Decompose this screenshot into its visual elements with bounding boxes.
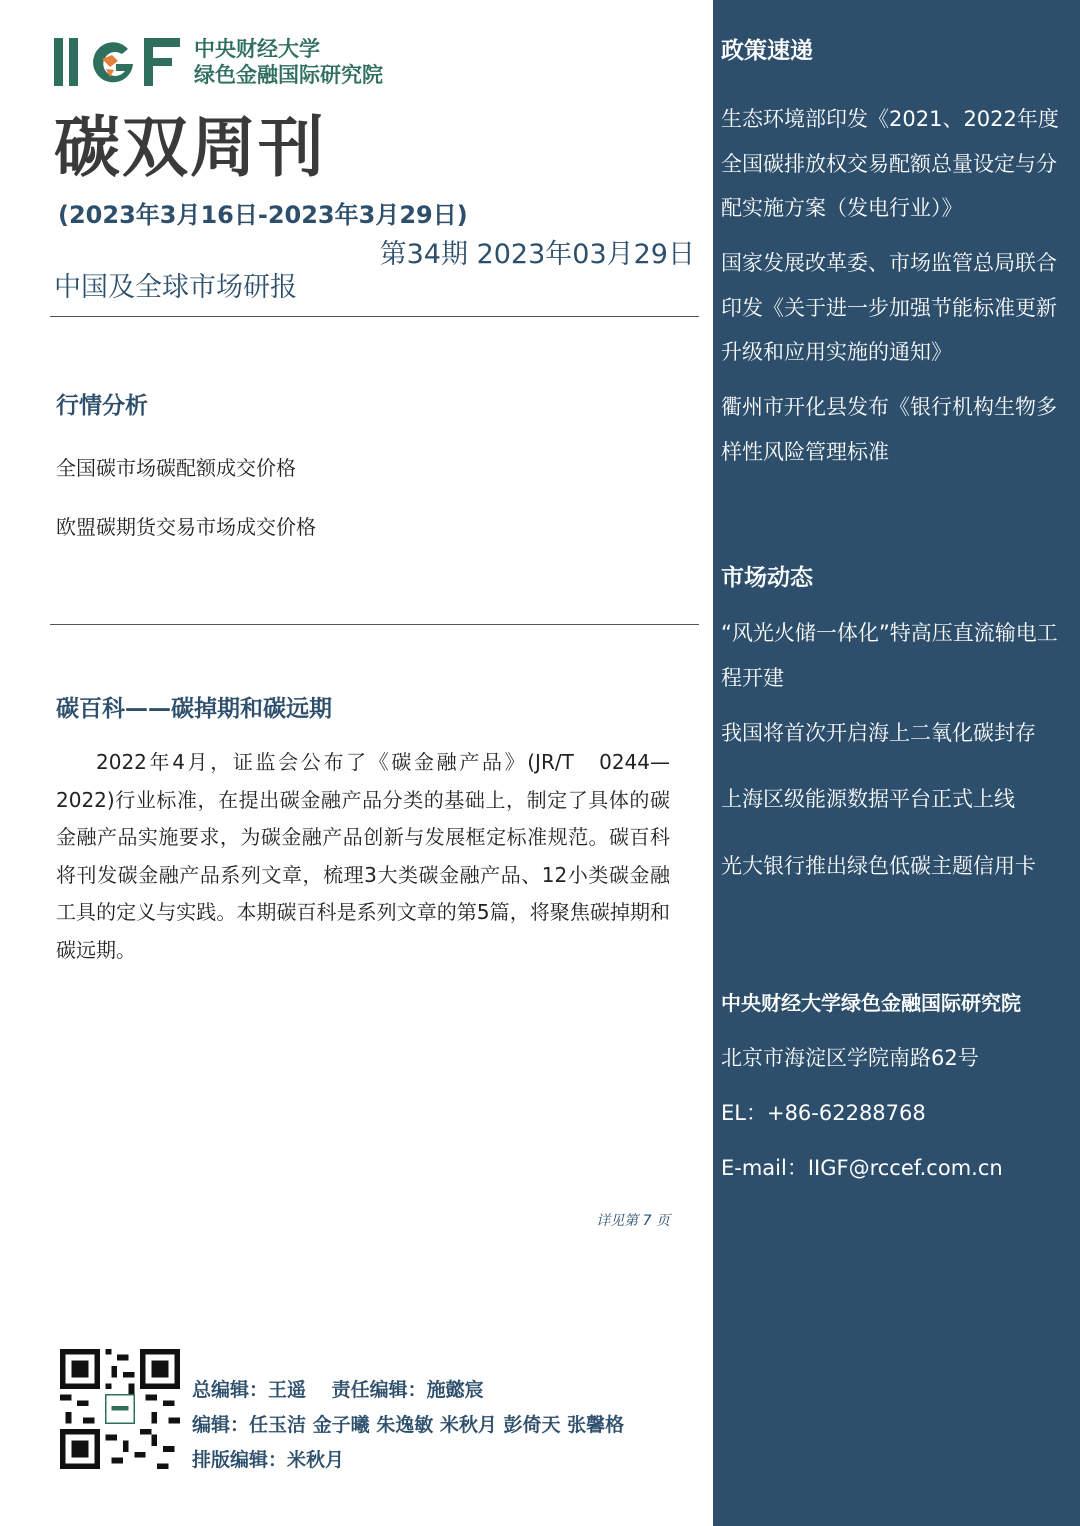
- page-title: 碳双周刊: [54, 109, 326, 186]
- logo-letter-f: [144, 38, 180, 86]
- credits-line: 总编辑：王遥 责任编辑：施懿宸: [192, 1379, 484, 1401]
- divider: [50, 316, 699, 317]
- contact-org-name: 中央财经大学绿色金融国际研究院: [721, 991, 1021, 1015]
- logo-letter-i: [54, 38, 63, 86]
- see-page-link[interactable]: 详见第 7 页: [596, 1213, 670, 1229]
- issue-number-date: 第34期 2023年03月29日: [379, 239, 695, 270]
- qr-code-icon: [60, 1349, 180, 1469]
- logo-letter-i: [69, 38, 78, 86]
- encyclopedia-heading: 碳百科——碳掉期和碳远期: [56, 696, 332, 722]
- market-analysis-item[interactable]: 欧盟碳期货交易市场成交价格: [56, 515, 316, 539]
- logo-globe-g-icon: [88, 37, 138, 87]
- market-news-item[interactable]: “风光火储一体化”特高压直流输电工程开建: [721, 621, 1058, 690]
- divider: [50, 624, 699, 625]
- policy-heading: 政策速递: [721, 38, 813, 64]
- market-news-item[interactable]: 上海区级能源数据平台正式上线: [721, 787, 1015, 811]
- iigf-logo: [54, 36, 383, 88]
- policy-item[interactable]: 生态环境部印发《2021、2022年度全国碳排放权交易配额总量设定与分配实施方案（发电行业）》: [721, 107, 1059, 220]
- credits-line: 排版编辑：米秋月: [192, 1449, 345, 1471]
- editorial-credits: [192, 1373, 624, 1478]
- logo-org-name: [194, 36, 383, 88]
- market-analysis-heading: 行情分析: [56, 393, 148, 419]
- policy-item[interactable]: 国家发展改革委、市场监管总局联合印发《关于进一步加强节能标准更新升级和应用实施的通知》: [721, 251, 1057, 364]
- market-news-item[interactable]: 我国将首次开启海上二氧化碳封存: [721, 721, 1036, 745]
- contact-address: 北京市海淀区学院南路62号: [721, 1046, 979, 1070]
- sidebar: [713, 0, 1080, 1526]
- date-range: (2023年3月16日-2023年3月29日): [58, 201, 468, 229]
- encyclopedia-body: 2022年4月，证监会公布了《碳金融产品》(JR/T 0244—2022)行业标准，在提出碳金融产品分类的基础上，制定了具体的碳金融产品实施要求，为碳金融产品创新与发展框定标准规范。碳百科将刊发碳金融产品系列文章，梳理3大类碳金融产品、12小类碳金融工具的定义与实践。本期碳百科是系列文章的第5篇，将聚焦碳掉期和碳远期。: [56, 750, 670, 962]
- policy-item[interactable]: 衢州市开化县发布《银行机构生物多样性风险管理标准: [721, 395, 1057, 464]
- logo-name-line2: 绿色金融国际研究院: [194, 63, 383, 87]
- market-analysis-item[interactable]: 全国碳市场碳配额成交价格: [56, 456, 296, 480]
- contact-email[interactable]: E-mail：IIGF@rccef.com.cn: [721, 1156, 1003, 1180]
- contact-phone: EL：+86-62288768: [721, 1101, 926, 1125]
- market-news-item[interactable]: 光大银行推出绿色低碳主题信用卡: [721, 854, 1036, 878]
- credits-line: 编辑：任玉洁 金子曦 朱逸敏 米秋月 彭倚天 张馨格: [192, 1414, 625, 1436]
- market-news-heading: 市场动态: [721, 565, 813, 591]
- logo-name-line1: 中央财经大学: [194, 37, 320, 61]
- subtitle: 中国及全球市场研报: [54, 272, 297, 303]
